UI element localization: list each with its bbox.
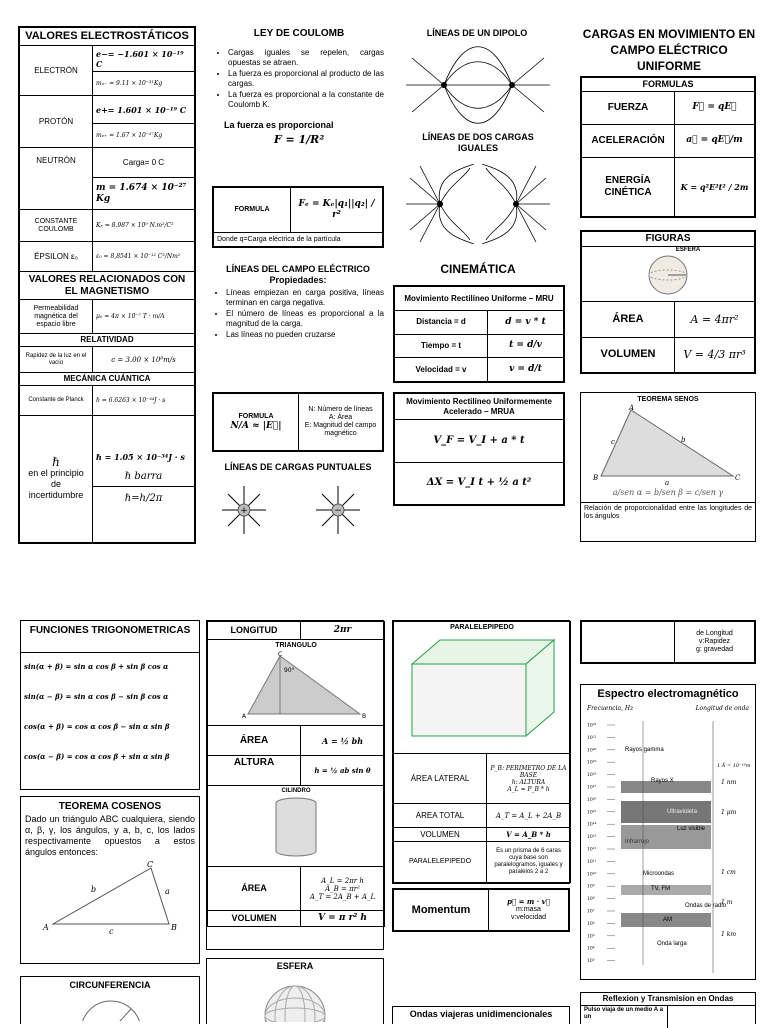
electron-charge: e−= −1.601 × 10⁻¹⁹ C [93,46,195,72]
param-label: VOLUMEN [394,828,487,842]
campo-lines-subtitle: Propiedades: [269,275,327,285]
senos-triangle [581,404,755,488]
frequency-tick-label: 10¹¹ [587,859,597,865]
band-label: Onda larga [657,941,687,947]
momentum-formula: p⃗ = m · v⃗ [507,897,550,906]
figuras-title: FIGURAS [582,232,755,247]
espectro-panel [580,684,756,980]
senos-title: TEOREMA SENOS [637,396,699,403]
paralelepipedo-figure-cell [394,622,571,754]
cargas-row-label: ACELERACIÓN [582,124,675,157]
campo-legend-n: N: Número de líneas [308,406,373,413]
campo-lines-bullets [212,288,384,340]
espectro-left-axis: Frecuencia, Hz [587,705,634,712]
coulomb-prop-label: La fuerza es proporcional [224,120,334,130]
coulomb-constant-label: CONSTANTE COULOMB [20,210,93,242]
luz-value: c = 3.00 × 10⁸m/s [93,347,195,373]
dos-cargas-title: LÍNEAS DE DOS CARGAS IGUALES [422,132,534,153]
campo-formula-cell [214,394,299,451]
momentum-v: v:velocidad [510,914,547,921]
senos-panel [580,392,756,542]
frequency-tick-label: 10¹⁶ [587,797,597,803]
frequency-tick-label: 10¹⁷ [587,785,597,791]
planck-value: h = 6.6263 × 10⁻³⁴J · s [93,386,195,416]
epsilon-value: ε₀ = 8,8541 × 10⁻¹² C²/Nm² [93,242,195,272]
ondas-panel [392,1006,570,1024]
triangulo-area-label: ÁREA [208,726,301,756]
param-formula-line: A_L = P_B * h [507,785,550,793]
reflexion-row: Pulso viaja de un medio A a un [581,1006,668,1028]
param-formula: V = A_B * h [487,828,571,842]
luz-label: Rapidez de la luz en el vacío [20,347,93,373]
frequency-tick-label: 10⁸ [587,897,595,903]
cargas-mov-title: CARGAS EN MOVIMIENTO EN CAMPO ELÉCTRICO UNIFORME [582,27,756,73]
proton-charge: e+= 1.601 × 10⁻¹⁹ C [93,96,195,124]
band-label: Ondas de radio [685,903,727,909]
senos-note: Relación de proporcionalidad entre las longitudes de los ángulos [581,502,755,523]
cosenos-title: TEOREMA COSENOS [58,801,162,812]
sphere-diagram [638,254,698,296]
svg-text:C: C [735,474,741,482]
cilindro-vol-formula: V = π r² h [301,911,385,927]
neutron-mass: m = 1.674 × 10⁻²⁷ Kg [93,178,195,210]
svg-text:c: c [109,927,114,936]
frequency-tick-label: 10²⁰ [587,748,597,754]
permeabilidad-label: Permeabilidad magnética del espacio libre [20,300,93,334]
cuantica-title: MECÁNICA CUÁNTICA [20,373,195,386]
frequency-tick-label: 10²² [587,723,597,729]
momentum-label: Momentum [394,890,489,931]
cargas-mov-table [580,76,756,218]
cilindro-title: CILINDRO [281,788,311,794]
param-formula [487,754,571,804]
coulomb-formula-label: FORMULA [214,188,291,233]
momentum-m: m:masa [516,906,541,913]
frequency-tick-label: 10¹⁵ [587,810,597,816]
band-label: Ultravioleta [667,809,698,815]
neutron-charge: Carga= 0 C [93,148,195,178]
cosenos-triangle [21,858,199,936]
frequency-tick-label: 10⁵ [587,934,595,940]
paralelepipedo-panel [392,620,570,884]
ondas-cont-line: g: gravedad [696,646,733,653]
figuras-vol-formula: V = 4/3 πr³ [675,337,755,373]
svg-text:b: b [681,436,686,444]
frequency-tick-label: 10¹⁴ [587,822,597,828]
coulomb-law-bullets [214,48,384,110]
cargas-row-formula: a⃗ = qE⃗/m [675,124,755,157]
puntuales-title: LÍNEAS DE CARGAS PUNTUALES [224,462,372,472]
campo-legend-a: A: Área [328,414,353,421]
svg-text:A: A [242,713,247,720]
cargas-row-formula: K = q²E²t² / 2m [675,157,755,216]
campo-formula: N/A ≈ |E⃗| [230,420,282,431]
param-formula: Es un prisma de 6 caras cuya base son paralelogramos, iguales y paralelos 2 a 2 [487,842,571,883]
cilindro-area-formula: A_B = πr² [325,884,360,893]
proton-label: PROTÓN [20,96,93,148]
svg-text:a: a [665,479,670,487]
hbar-symbol: ℏ [52,455,60,469]
trig-panel [20,620,200,790]
electron-label: ELECTRÓN [20,46,93,96]
svg-text:A: A [43,923,49,932]
mru-row-formula: d = v * t [488,311,564,335]
svg-text:A: A [629,404,635,412]
campo-lines-section [212,264,384,341]
cilindro-vol-label: VOLUMEN [208,911,301,927]
coulomb-constant-value: Kₑ = 8.987 × 10⁹ N.m²/C² [93,210,195,242]
figuras-table [580,230,756,374]
longitud-label: LONGITUD [208,622,301,640]
triangulo-cell [208,640,385,726]
paralelepipedo-title: PARALELEPIPEDO [450,624,514,631]
coulomb-note: Donde q=Carga eléctrica de la partícula [214,233,383,247]
ondas-cont-empty [582,622,675,663]
wavelength-label: 1 m [721,899,733,906]
param-formula-line: P_B: PERIMETRO DE LA BASE [490,764,567,779]
coulomb-law-title: LEY DE COULOMB [253,28,345,39]
mru-row-formula: v = d/t [488,358,564,382]
figuras-area-formula: A = 4πr² [675,302,755,338]
ondas-cont-cell [675,622,755,663]
param-label: PARALELEPIPEDO [394,842,487,883]
circunferencia-panel [20,976,200,1024]
svg-text:C: C [278,651,283,658]
mru-row-label: Tiempo = t [395,334,488,358]
hbar-value: ℏ = 1.05 × 10⁻³⁴J · s [96,452,185,462]
band-label: Infrarrojo [625,839,650,845]
cilindro-area-formulas [301,867,385,911]
svg-text:c: c [611,438,615,446]
svg-text:B: B [362,713,367,720]
svg-text:+: + [240,506,248,516]
equal-charges-diagram [404,164,552,244]
campo-legend-e: E: Magnitud del campo magnético [304,422,377,437]
relatividad-title: RELATIVIDAD [20,334,195,347]
frequency-tick-label: 10¹² [587,847,597,853]
trig-identity: sin(α − β) = sin α cos β − sin β cos α [24,692,169,701]
senos-law: a/sen α = b/sen β = c/sen γ [612,488,724,497]
hbar-formula: ℏ=h/2π [93,486,194,510]
esfera-cell [582,247,755,302]
cilindro-cell [208,786,385,867]
coulomb-formula: Fₑ = Kₑ|q₁||q₂| / r² [291,188,383,233]
trig-identity: cos(α + β) = cos α cos β − sin α sin β [24,722,170,731]
svg-text:a: a [165,887,170,896]
figuras-area-label: ÁREA [582,302,675,338]
coulomb-bullet: • Cargas iguales se repelen, cargas opuestas se atraen. [228,48,384,68]
svg-text:B: B [593,474,599,482]
band-label: Microondas [643,871,675,877]
mru-row-label: Distancia = d [395,311,488,335]
hbar-label: en el principio de incertidumbre [28,468,84,500]
geometry-panel [206,620,384,950]
svg-text:−: − [334,506,342,516]
wire-sphere-diagram [207,972,383,1022]
hbar-name: ℏ barra [124,471,163,482]
trig-list [21,652,199,765]
trig-identity: sin(α + β) = sin α cos β + sin β cos α [24,662,169,671]
frequency-tick-label: 10⁹ [587,884,595,890]
valores-electrostaticos-panel [18,26,196,544]
reflexion-title: Reflexion y Transmision en Ondas [581,993,755,1006]
triangulo-altura-formula: h = ½ ab sin θ [301,756,385,786]
triangulo-title: TRIANGULO [275,642,317,649]
cosenos-panel [20,796,200,964]
esfera-panel [206,958,384,1024]
momentum-cell [489,890,569,931]
ondas-cont-line: v:Rapidez [698,638,731,645]
mru-row-label: Velocidad = v [395,358,488,382]
band-label: Rayos X [651,778,674,784]
coulomb-prop-formula: F = 1/R² [273,133,325,146]
coulomb-bullet: • La fuerza es proporcional a la constante de Coulomb K. [228,90,384,110]
dipole-field-diagram [404,44,552,126]
circle-diagram [21,991,199,1021]
svg-text:90°: 90° [284,667,295,674]
box-diagram [394,632,570,742]
mrua-title: Movimiento Rectilíneo Uniformemente Acelerado – MRUA [395,394,564,420]
campo-bullet: • Las líneas no pueden cruzarse [226,330,384,340]
mrua-dx: ΔX = V_I t + ½ a t² [395,462,564,505]
cosenos-text: Dado un triángulo ABC cualquiera, siendo α, β, γ, los ángulos, y a, b, c, los lados respectivamente opuestos a estos ángulos entonces: [25,814,195,857]
esfera-label: ESFERA [675,247,701,253]
cinematica-title: CINEMÁTICA [440,262,516,276]
campo-lines-title: LÍNEAS DEL CAMPO ELÉCTRICO [226,264,370,274]
svg-text:C: C [147,860,154,869]
point-charges-diagram [218,480,378,540]
band-label: TV, FM [651,886,671,892]
cargas-row-formula: F⃗ = qE⃗ [675,92,755,125]
dipolo-title: LÍNEAS DE UN DIPOLO [426,28,528,38]
wavelength-label: 1 Å = 10⁻¹⁰m [717,763,751,769]
coulomb-formula-box [212,186,384,248]
esfera-title: ESFERA [276,961,314,971]
mru-row-formula: t = d/v [488,334,564,358]
frequency-tick-label: 10¹³ [587,835,597,841]
proton-mass: mₑ₊ = 1.67 × 10⁻²⁷Kg [93,124,195,148]
band-label: Rayos gamma [625,747,664,753]
param-formula: A_T = A_L + 2A_B [487,804,571,828]
param-formula-line: h: ALTURA [511,778,546,786]
param-label: AREA TOTAL [394,804,487,828]
frequency-tick-label: 10¹⁸ [587,773,597,779]
trig-title: FUNCIONES TRIGONOMETRICAS [29,625,191,636]
cylinder-diagram [208,795,384,861]
hbar-cell [20,416,93,543]
band-label: Luz visible [677,826,706,832]
cargas-row-label: ENERGÍA CINÉTICA [582,157,675,216]
cilindro-area-label: ÁREA [208,867,301,911]
wavelength-label: 1 cm [721,869,736,876]
cargas-row-label: FUERZA [582,92,675,125]
spectrum-diagram [581,715,755,979]
trig-identity: cos(α − β) = cos α cos β + sin α sin β [24,752,170,761]
neutron-label: NEUTRÓN [20,148,93,210]
reflexion-panel [580,992,756,1024]
campo-legend [299,394,383,451]
svg-text:B: B [171,923,177,932]
campo-formula-label: FORMULA [238,412,274,420]
frequency-tick-label: 10⁷ [587,909,595,915]
valores-title: VALORES ELECTROSTÁTICOS [20,28,195,46]
hbar-values [93,416,195,543]
frequency-tick-label: 10⁶ [587,921,595,927]
wavelength-label: 1 μm [721,809,737,816]
ondas-cont-line: de Longitud [696,630,733,637]
frequency-tick-label: 10⁴ [587,946,595,952]
magnetismo-title: VALORES RELACIONADOS CON EL MAGNETISMO [20,272,195,300]
espectro-right-axis: Longitud de onda [695,705,749,712]
ondas-continued-panel [580,620,756,664]
formulas-label: FORMULAS [582,78,755,92]
epsilon-label: ÉPSILON ε₀ [20,242,93,272]
band-label: AM [663,917,672,923]
mrua-vf: V_F = V_I + a * t [395,420,564,463]
permeabilidad-value: μ₀ = 4π × 10⁻⁷ T · m/A [93,300,195,334]
planck-label: Constante de Planck [20,386,93,416]
mru-table [393,285,565,383]
mru-title: Movimiento Rectilíneo Uniforme – MRU [395,287,564,311]
campo-formula-box [212,392,384,452]
triangulo-area-formula: A = ½ bh [301,726,385,756]
electron-mass: mₑ₋ = 9.11 × 10⁻³¹Kg [93,72,195,96]
param-label: ÁREA LATERAL [394,754,487,804]
cilindro-area-formula: A_L = 2πr h [321,876,364,885]
triangulo-altura-label: ALTURA [208,756,301,786]
svg-text:b: b [91,885,97,894]
figuras-vol-label: VOLUMEN [582,337,675,373]
right-triangle-diagram [208,650,384,720]
mrua-table [393,392,565,506]
frequency-tick-label: 10²¹ [587,735,597,741]
coulomb-bullet: • La fuerza es proporcional al producto de las cargas. [228,69,384,89]
campo-bullet: • Líneas empiezan en carga positiva, líneas terminan en carga negativa. [226,288,384,308]
circunferencia-title: CIRCUNFERENCIA [69,980,151,990]
frequency-tick-label: 10³ [587,959,595,965]
ondas-title: Ondas viajeras unidimencionales [409,1009,553,1019]
momentum-panel [392,888,570,932]
coulomb-law-section [214,28,384,146]
longitud-formula: 2πr [301,622,385,640]
frequency-tick-label: 10¹⁹ [587,760,597,766]
wavelength-label: 1 nm [721,779,737,786]
frequency-tick-label: 10¹⁰ [587,872,597,878]
cilindro-area-formula: A_T = 2A_B + A_L [309,892,376,901]
espectro-title: Espectro electromagnético [597,688,739,700]
campo-bullet: • El número de líneas es proporcional a la magnitud de la carga. [226,309,384,329]
wavelength-label: 1 km [721,931,737,938]
